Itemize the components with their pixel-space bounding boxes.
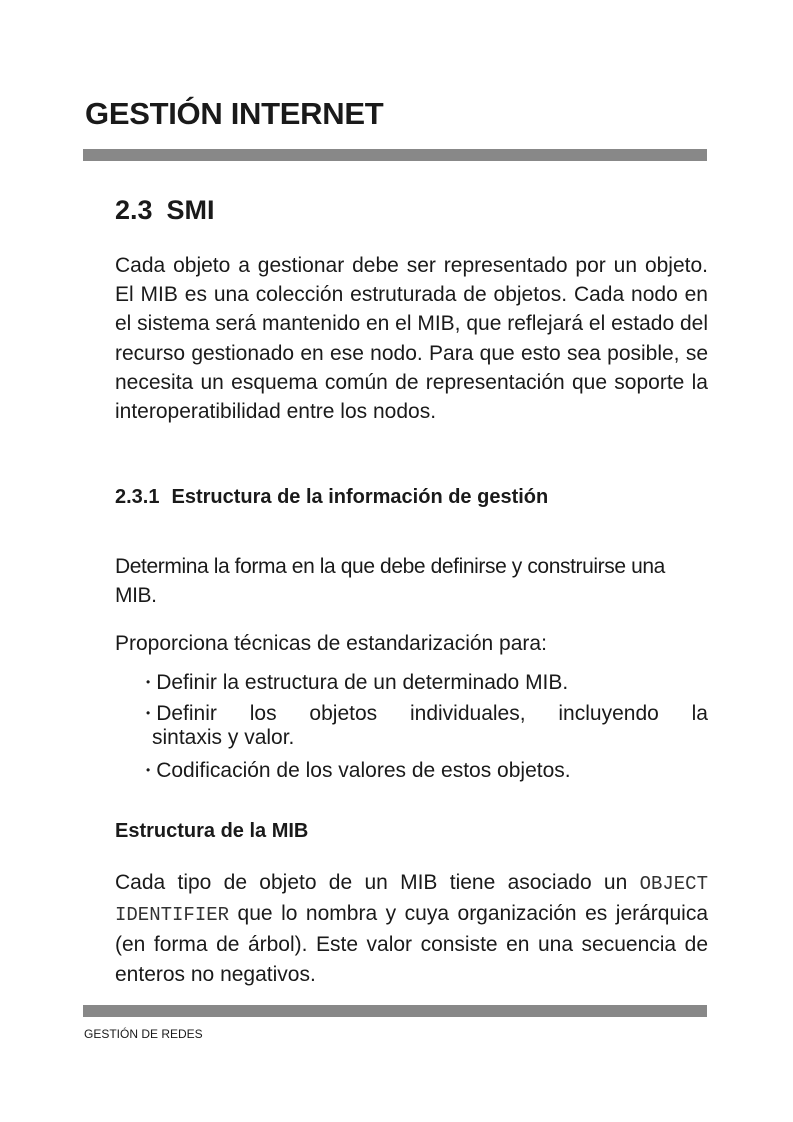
subsection-heading	[115, 486, 548, 509]
list-item	[146, 758, 708, 783]
list-item-line-2: sintaxis y valor.	[152, 726, 295, 749]
subsection-paragraph-1: Determina la forma en la que debe definirse y construirse una MIB.	[115, 555, 665, 608]
mib-structure-paragraph	[115, 868, 708, 989]
subsection-paragraph-2: Proporciona técnicas de estandarización para:	[115, 632, 547, 655]
list-item-text: Definir los objetos individuales, incluyendo la	[156, 702, 708, 725]
list-item	[146, 670, 708, 695]
list-item-text: Codificación de los valores de estos objetos.	[156, 759, 571, 782]
bullet-icon: •	[146, 675, 151, 689]
footer-text: GESTIÓN DE REDES	[84, 1027, 203, 1041]
object-identifier-code: OBJECT IDENTIFIER	[115, 873, 708, 927]
mib-text-after: que lo nombra y cuya organización es jerárquica (en forma de árbol). Este valor consiste en una secuencia de enteros no negativos.	[115, 902, 708, 986]
bullet-icon: •	[146, 763, 151, 777]
subsection-title: Estructura de la información de gestión	[171, 486, 549, 508]
page-title: GESTIÓN INTERNET	[85, 96, 384, 131]
subsection-number: 2.3.1	[115, 486, 160, 508]
bullet-icon: •	[146, 706, 151, 720]
footer-divider	[83, 1005, 707, 1017]
list-item	[146, 701, 708, 750]
mib-text-before: Cada tipo de objeto de un MIB tiene asociado un	[115, 871, 640, 894]
list-item-line-1	[146, 701, 708, 726]
list-item-text: Definir la estructura de un determinado MIB.	[156, 671, 569, 694]
section-title: SMI	[166, 195, 215, 225]
mib-structure-heading: Estructura de la MIB	[115, 820, 309, 842]
section-heading	[115, 195, 215, 226]
section-intro-paragraph: Cada objeto a gestionar debe ser representado por un objeto. El MIB es una colección estruturada de objetos. Cada nodo en el sistema será mantenido en el MIB, que reflejará el estado del recurso gestionado en ese nodo. Para que esto sea posible, se necesita un esquema común de representación que soporte la interoperatibilidad entre los nodos.	[115, 254, 708, 424]
section-number: 2.3	[115, 195, 153, 225]
header-divider	[83, 149, 707, 161]
standardization-list	[146, 670, 708, 789]
